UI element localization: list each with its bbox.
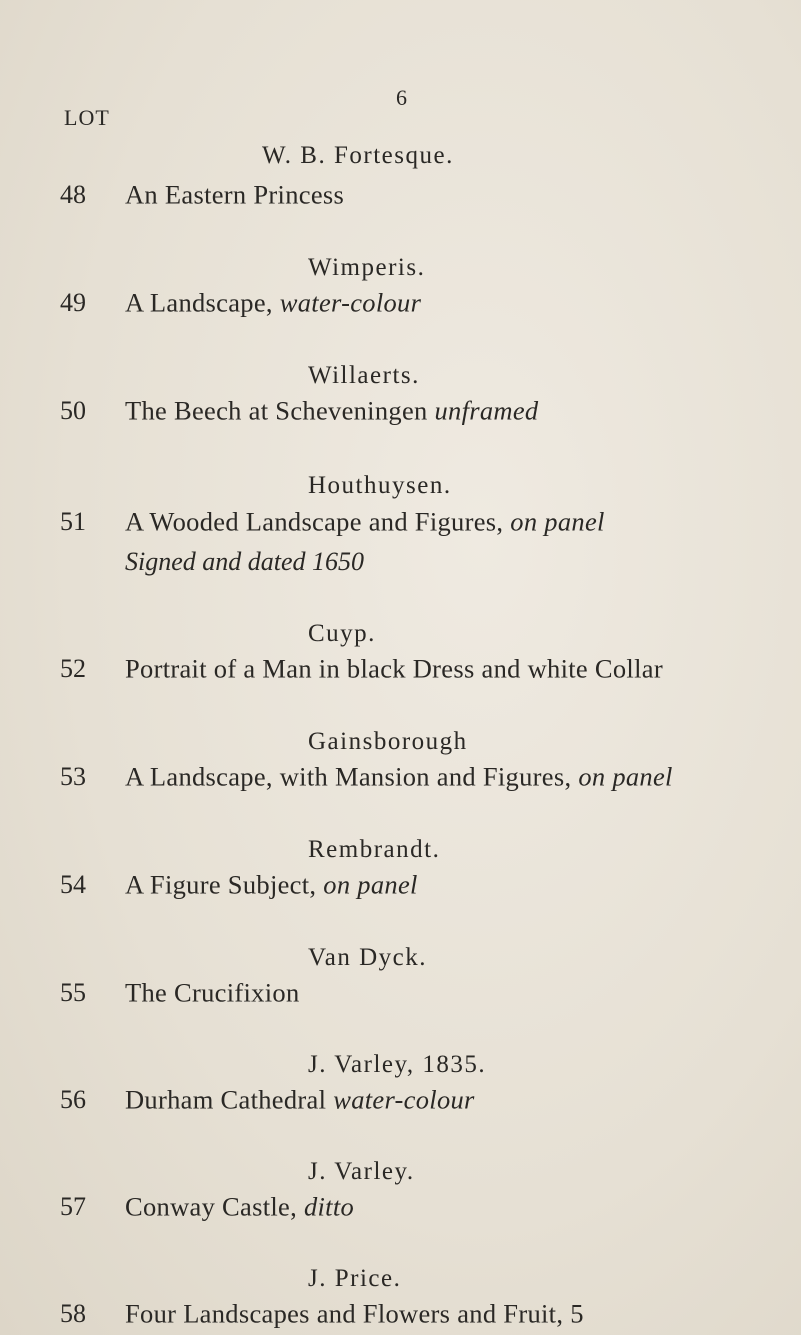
lot-title: An Eastern Princess bbox=[125, 179, 345, 210]
artist-name: Willaerts. bbox=[308, 362, 420, 389]
lot-number: 56 bbox=[60, 1085, 86, 1114]
artist-name: J. Varley. bbox=[308, 1158, 415, 1185]
lot-number: 52 bbox=[60, 654, 86, 683]
lot-title: A Figure Subject, on panel bbox=[125, 869, 418, 900]
lot-number: 50 bbox=[60, 396, 86, 425]
lot-title: The Crucifixion bbox=[125, 977, 300, 1008]
lot-number: 54 bbox=[60, 870, 86, 899]
lot-number: 48 bbox=[60, 180, 86, 209]
lot-title: Four Landscapes and Flowers and Fruit, 5 bbox=[125, 1298, 584, 1329]
lot-title: Portrait of a Man in black Dress and white Collar bbox=[125, 653, 663, 684]
lot-number: 53 bbox=[60, 762, 86, 791]
lot-number: 58 bbox=[60, 1299, 86, 1328]
lot-title: A Landscape, with Mansion and Figures, on panel bbox=[125, 761, 673, 792]
artist-name: Gainsborough bbox=[308, 728, 468, 755]
lot-title: Durham Cathedral water-colour bbox=[125, 1084, 475, 1115]
artist-name: Van Dyck. bbox=[308, 944, 428, 971]
artist-name: Houthuysen. bbox=[308, 472, 452, 499]
artist-name: Rembrandt. bbox=[308, 836, 441, 863]
lot-title: Conway Castle, ditto bbox=[125, 1191, 355, 1222]
lot-title: A Landscape, water-colour bbox=[125, 287, 422, 318]
lot-note: Signed and dated 1650 bbox=[125, 547, 365, 576]
artist-name: Wimperis. bbox=[308, 254, 426, 281]
lot-number: 55 bbox=[60, 978, 86, 1007]
lot-number: 51 bbox=[60, 507, 86, 536]
lot-title: A Wooded Landscape and Figures, on panel bbox=[125, 506, 605, 537]
lot-number: 49 bbox=[60, 288, 86, 317]
artist-name: J. Varley, 1835. bbox=[308, 1051, 487, 1078]
artist-name: J. Price. bbox=[308, 1265, 402, 1292]
lot-number: 57 bbox=[60, 1192, 86, 1221]
lot-title: The Beech at Scheveningen unframed bbox=[125, 395, 539, 426]
artist-name: W. B. Fortesque. bbox=[262, 142, 454, 169]
page-number: 6 bbox=[396, 85, 407, 110]
artist-name: Cuyp. bbox=[308, 620, 376, 647]
lot-column-heading: LOT bbox=[64, 105, 110, 130]
